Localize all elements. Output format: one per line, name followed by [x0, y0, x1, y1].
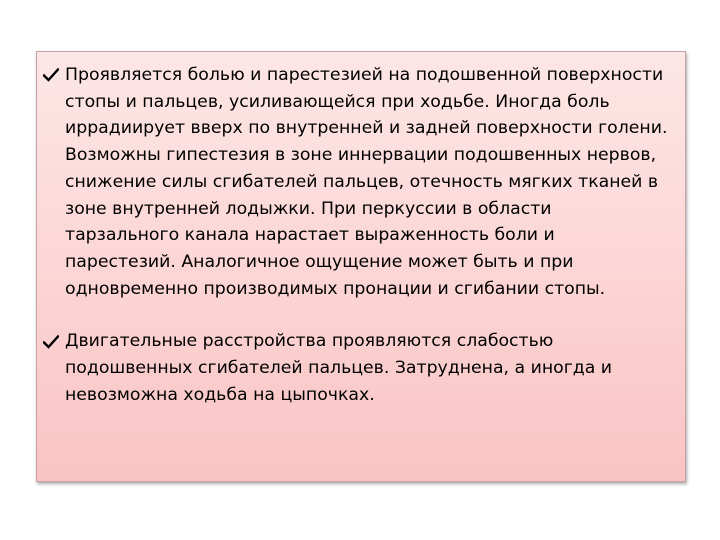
bullet-item-motor-disorders	[43, 328, 671, 408]
content-text-box	[36, 51, 686, 482]
checkmark-icon	[43, 328, 65, 355]
checkmark-icon	[43, 62, 65, 89]
bullet-item-symptoms	[43, 62, 671, 302]
bullet-text: Двигательные расстройства проявляются слабостью подошвенных сгибателей пальцев. Затруднена, а иногда и невозможна ходьба на цыпочках.	[65, 331, 613, 405]
bullet-text: Проявляется болью и парестезией на подошвенной поверхности стопы и пальцев, усиливающейся при ходьбе. Иногда боль иррадиирует вверх по внутренней и задней поверхности голени. Возможны гипестезия в зоне иннервации подошвенных нервов, снижение силы сгибателей пальцев, отечность мягких тканей в зоне внутренней лодыжки. При перкуссии в области тарзального канала нарастает выраженность боли и парестезий. Аналогичное ощущение может быть и при одновременно производимых пронации и сгибании стопы.	[65, 65, 668, 299]
